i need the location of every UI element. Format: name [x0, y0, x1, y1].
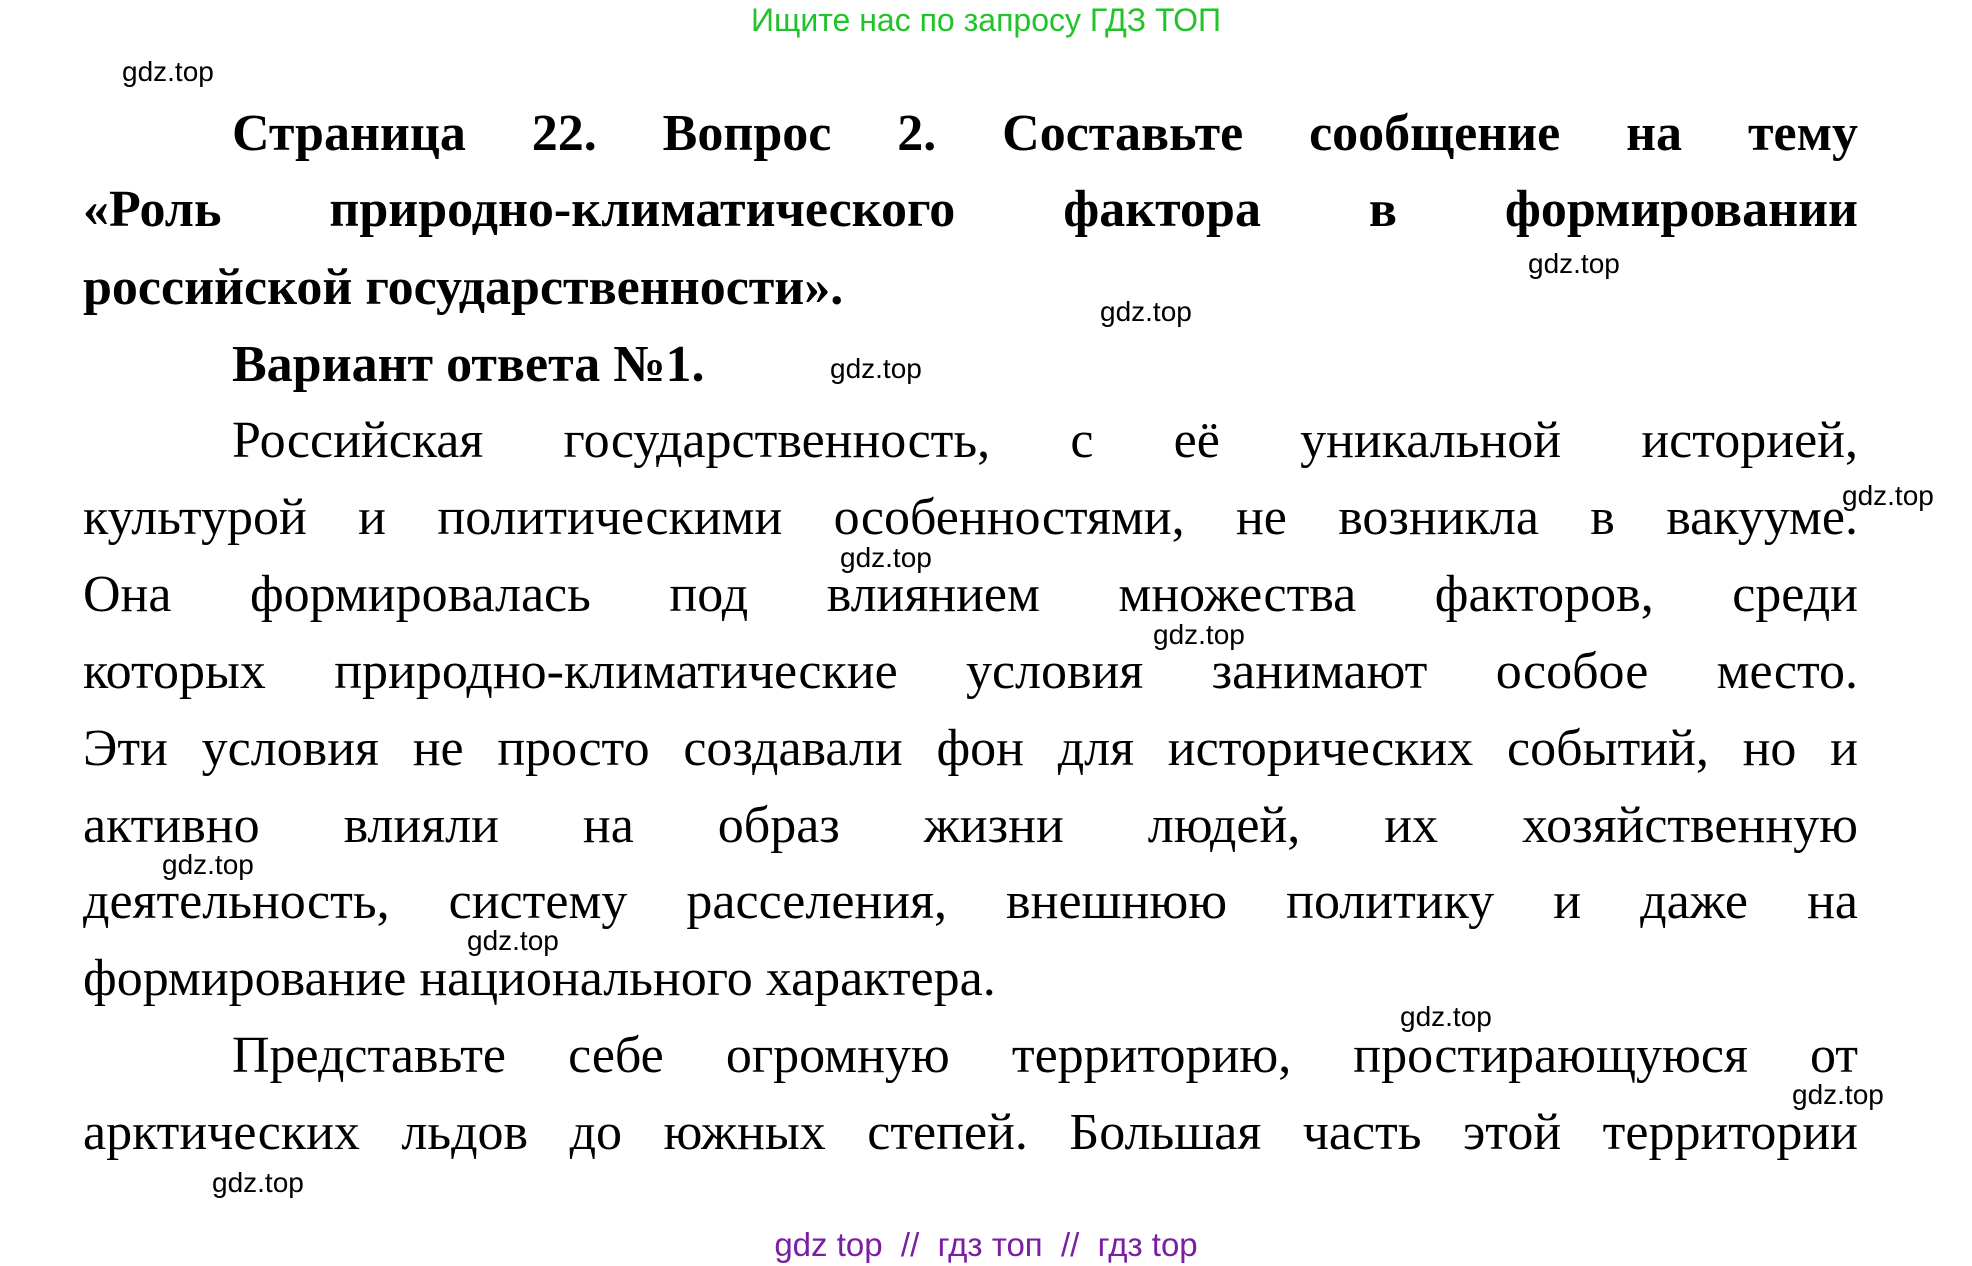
- question-heading-line-1: Страница 22. Вопрос 2. Составьте сообщение на тему: [232, 105, 1858, 162]
- watermark: gdz.top: [212, 1167, 304, 1198]
- top-banner: Ищите нас по запросу ГДЗ ТОП: [751, 2, 1221, 38]
- bottom-banner: gdz top // гдз топ // гдз top: [774, 1226, 1198, 1263]
- paragraph-1-line-7: деятельность, систему расселения, внешнюю политику и даже на: [83, 873, 1858, 930]
- paragraph-1-line-2: культурой и политическими особенностями, не возникла в вакууме.: [83, 489, 1858, 546]
- answer-variant-heading: Вариант ответа №1.: [232, 336, 705, 393]
- watermark: gdz.top: [830, 353, 922, 384]
- watermark: gdz.top: [1400, 1001, 1492, 1032]
- paragraph-1-line-4: которых природно-климатические условия занимают особое место.: [83, 643, 1858, 700]
- paragraph-1-line-6: активно влияли на образ жизни людей, их хозяйственную: [83, 797, 1858, 854]
- watermark: gdz.top: [840, 542, 932, 573]
- watermark: gdz.top: [162, 849, 254, 880]
- paragraph-1-line-3: Она формировалась под влиянием множества факторов, среди: [83, 566, 1858, 623]
- watermark: gdz.top: [122, 56, 214, 87]
- paragraph-2-line-1: Представьте себе огромную территорию, простирающуюся от: [232, 1027, 1858, 1084]
- paragraph-1-line-8: формирование национального характера.: [83, 950, 996, 1007]
- watermark: gdz.top: [1842, 480, 1934, 511]
- paragraph-1-line-5: Эти условия не просто создавали фон для исторических событий, но и: [83, 720, 1858, 777]
- watermark: gdz.top: [1792, 1079, 1884, 1110]
- watermark: gdz.top: [1153, 619, 1245, 650]
- paragraph-2-line-2: арктических льдов до южных степей. Большая часть этой территории: [83, 1104, 1858, 1161]
- paragraph-1-line-1: Российская государственность, с её уникальной историей,: [232, 412, 1858, 469]
- watermark: gdz.top: [1528, 248, 1620, 279]
- question-heading-line-2: «Роль природно-климатического фактора в формировании: [83, 181, 1858, 238]
- watermark: gdz.top: [467, 925, 559, 956]
- watermark: gdz.top: [1100, 296, 1192, 327]
- question-heading-line-3: российской государственности».: [83, 259, 844, 316]
